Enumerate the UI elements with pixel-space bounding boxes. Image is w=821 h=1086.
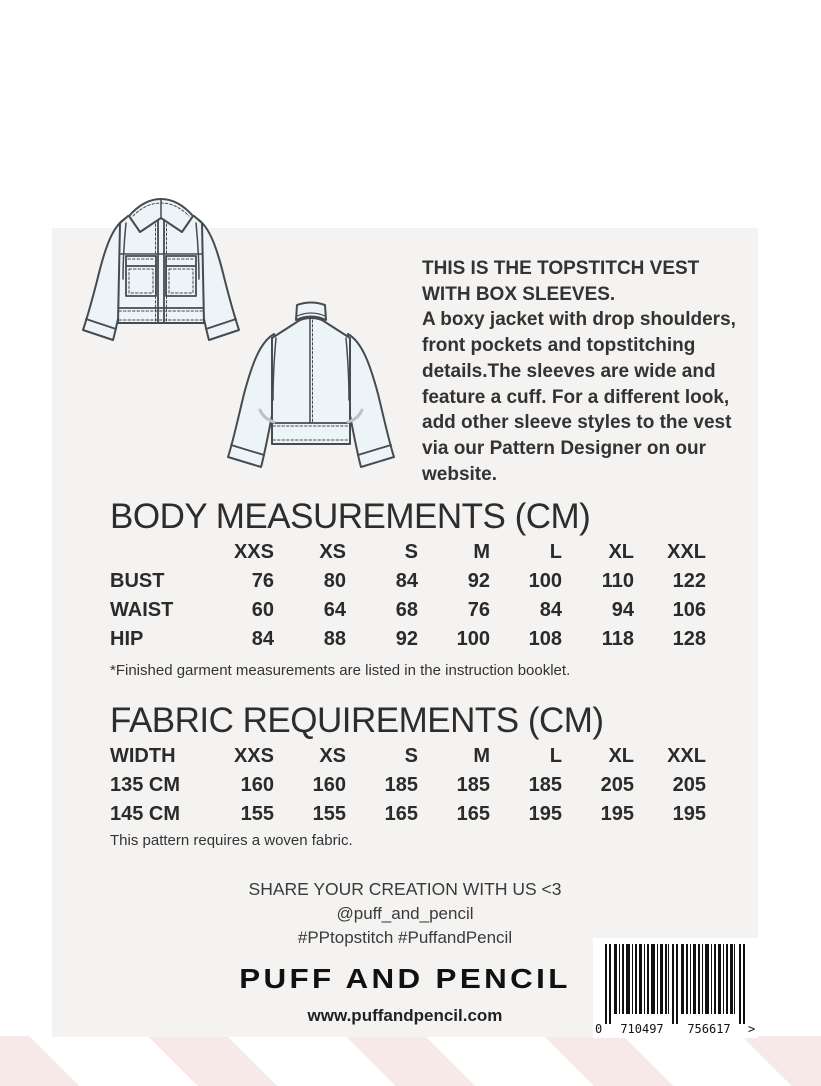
cell-value: 64 (323, 599, 346, 621)
column-header: M (473, 541, 490, 563)
column-header: XXL (667, 745, 706, 767)
row-label: WAIST (110, 599, 174, 621)
fabric-requirements-table (110, 742, 706, 829)
cell-value: 205 (600, 774, 634, 796)
description-body: A boxy jacket with drop shoulders, front pockets and topstitching details.The sleeves are wide and feature a cuff. For a different look, add other sleeve styles to the vest via our Pattern Designer on our website. (422, 309, 736, 485)
column-header: WIDTH (110, 745, 176, 767)
column-header (110, 538, 202, 567)
cell-value: 185 (456, 774, 490, 796)
cell-value: 195 (600, 803, 634, 825)
cell-value: 195 (672, 803, 706, 825)
row-label: 135 CM (110, 774, 181, 796)
cell-value: 155 (240, 803, 274, 825)
table-header-row (110, 742, 706, 771)
brand-logo-text: PUFF AND PENCIL (239, 963, 571, 994)
cell-value: 84 (251, 628, 274, 650)
body-measurements-footnote: *Finished garment measurements are listed in the instruction booklet. (110, 662, 571, 679)
cell-value: 122 (672, 570, 706, 592)
column-header: S (404, 745, 418, 767)
cell-value: 88 (323, 628, 346, 650)
barcode-digits-right: 756617 (687, 1022, 731, 1036)
body-measurements-table (110, 538, 706, 654)
row-label: 145 CM (110, 803, 181, 825)
cell-value: 185 (528, 774, 562, 796)
description-heading-line1: THIS IS THE TOPSTITCH VEST (422, 258, 700, 279)
cell-value: 185 (384, 774, 418, 796)
cell-value: 92 (467, 570, 490, 592)
column-header: M (473, 745, 490, 767)
cell-value: 118 (601, 628, 634, 650)
cell-value: 160 (312, 774, 346, 796)
column-header: XL (608, 745, 634, 767)
table-row (110, 625, 706, 654)
column-header: XXS (233, 541, 274, 563)
barcode-digits-left: 710497 (620, 1022, 664, 1036)
body-measurements-title: BODY MEASUREMENTS (CM) (110, 497, 591, 536)
cell-value: 108 (528, 628, 562, 650)
column-header: XXL (667, 541, 706, 563)
right-pocket (166, 256, 196, 296)
column-header: L (549, 745, 562, 767)
table-row (110, 596, 706, 625)
bottom-stripes-decoration (0, 1036, 821, 1086)
table-row (110, 800, 706, 829)
table-row (110, 567, 706, 596)
collar-stand (296, 303, 326, 321)
description-heading-line2: WITH BOX SLEEVES. (422, 283, 616, 305)
barcode-lead-digit: 0 (595, 1022, 603, 1036)
barcode (593, 938, 758, 1038)
cell-value: 165 (456, 803, 490, 825)
cell-value: 76 (251, 570, 274, 592)
cell-value: 84 (539, 599, 562, 621)
vest-back-illustration (216, 292, 406, 484)
cell-value: 195 (528, 803, 562, 825)
cell-value: 165 (384, 803, 418, 825)
cell-value: 100 (528, 570, 562, 592)
left-pocket (126, 256, 156, 296)
column-header: S (404, 541, 418, 563)
body-back (272, 318, 350, 444)
cell-value: 100 (456, 628, 490, 650)
cell-value: 84 (395, 570, 418, 592)
cell-value: 94 (611, 599, 634, 621)
table-header-row (110, 538, 706, 567)
cell-value: 76 (467, 599, 490, 621)
product-description (422, 256, 752, 487)
column-header: L (549, 541, 562, 563)
social-handle: @puff_and_pencil (336, 904, 474, 923)
cell-value: 128 (672, 628, 706, 650)
hashtags: #PPtopstitch #PuffandPencil (297, 928, 513, 947)
row-label: BUST (110, 570, 165, 592)
column-header: XXS (233, 745, 274, 767)
row-label: HIP (110, 628, 144, 650)
cell-value: 160 (240, 774, 274, 796)
cell-value: 106 (672, 599, 706, 621)
fabric-requirements-footnote: This pattern requires a woven fabric. (110, 832, 353, 849)
column-header: XS (319, 541, 346, 563)
cell-value: 110 (601, 570, 634, 592)
fabric-requirements-title: FABRIC REQUIREMENTS (CM) (110, 701, 604, 740)
share-text: SHARE YOUR CREATION WITH US <3 (248, 879, 562, 899)
column-header: XL (608, 541, 634, 563)
website-url: www.puffandpencil.com (307, 1006, 503, 1025)
cell-value: 80 (323, 570, 346, 592)
cell-value: 155 (312, 803, 346, 825)
table-row (110, 771, 706, 800)
cell-value: 68 (395, 599, 418, 621)
cell-value: 92 (395, 628, 418, 650)
column-header: XS (319, 745, 346, 767)
cell-value: 60 (251, 599, 274, 621)
cell-value: 205 (672, 774, 706, 796)
barcode-trail-char: > (748, 1022, 756, 1036)
